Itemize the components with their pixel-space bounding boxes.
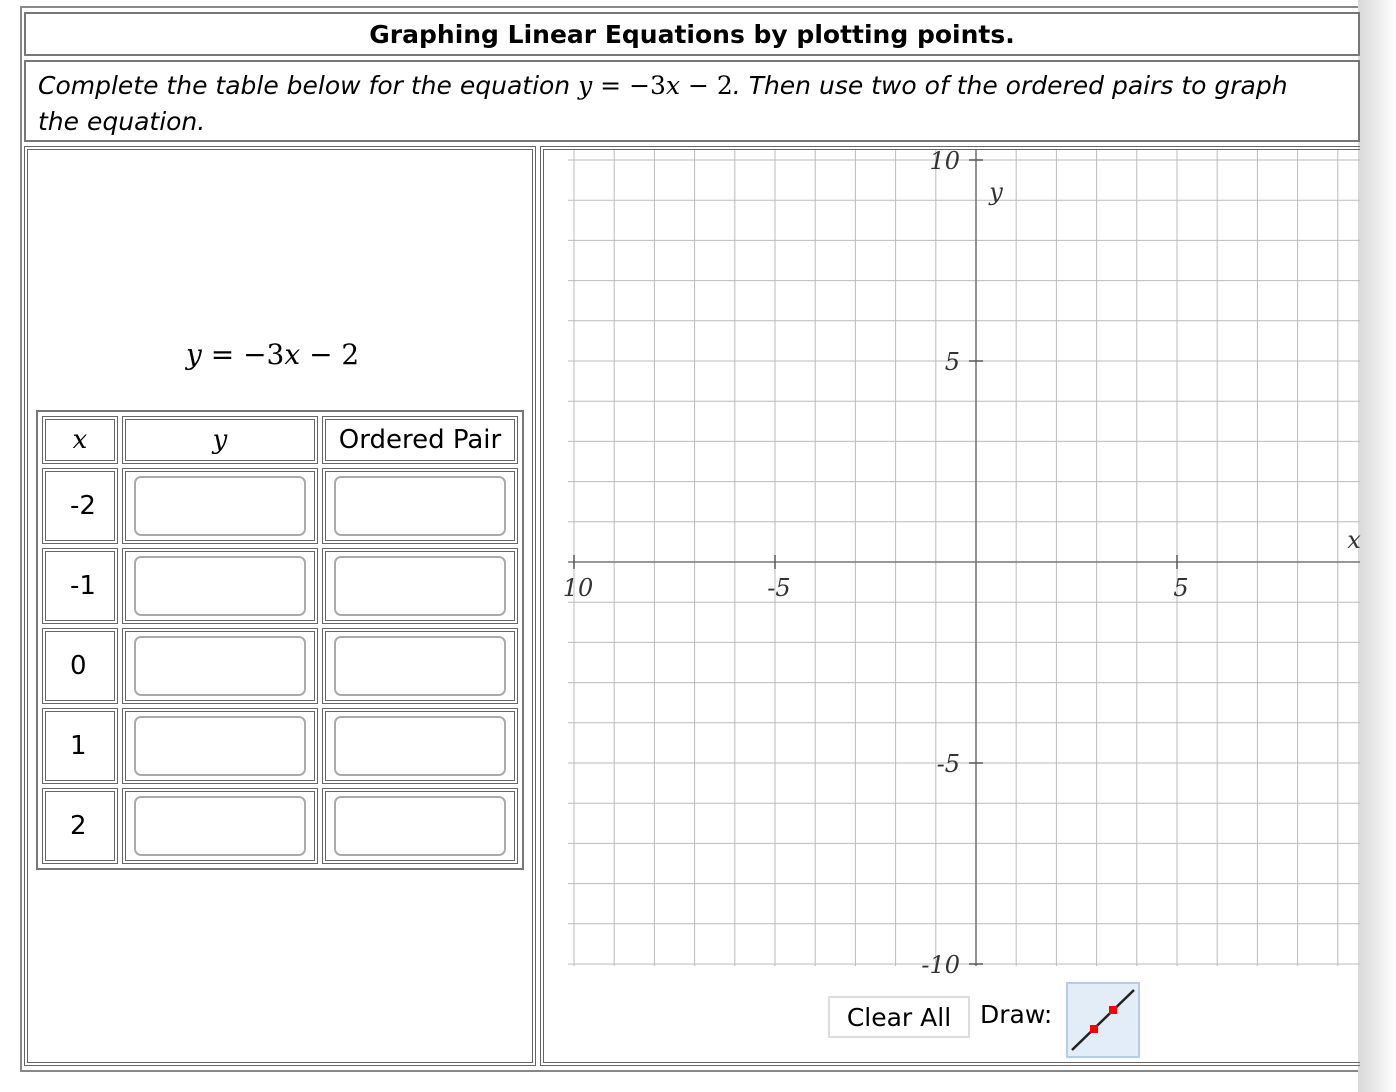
line-tool-button[interactable] [1066, 982, 1140, 1058]
table-header-y-text: y [212, 425, 228, 455]
clear-all-button[interactable] [828, 996, 970, 1038]
equation-x: x [284, 338, 301, 371]
table-header-ordered-pair-text: Ordered Pair [338, 425, 502, 455]
clear-all-label: Clear All [846, 1002, 952, 1032]
line-segment-icon [1068, 984, 1138, 1056]
draw-label [980, 1000, 1052, 1029]
instructions-math-eq: = −3 [592, 71, 666, 100]
draw-label-text: Draw: [980, 1000, 1053, 1029]
table-header-x-text: x [72, 425, 88, 455]
page-title-text: Graphing Linear Equations by plotting points. [369, 19, 1015, 49]
line-segment-icon-point-1 [1090, 1025, 1098, 1033]
table-row-5-x-value: 2 [70, 811, 87, 841]
y-tick-label: -5 [936, 750, 960, 778]
tick-labels [563, 147, 1362, 979]
x-axis-label: x [1347, 526, 1361, 554]
grid-lines [568, 150, 1360, 966]
table-row-2-x-value: -1 [70, 571, 96, 601]
x-tick-label: -5 [767, 574, 791, 602]
instructions-math-y: y [578, 71, 593, 100]
instructions-math-x: x [665, 71, 681, 100]
y-tick-label: 10 [929, 147, 960, 175]
instructions-line-2: the equation. [38, 107, 206, 136]
table-row-4-x-value: 1 [70, 731, 87, 761]
table-row-3-x-value: 0 [70, 651, 87, 681]
y-tick-label: 5 [944, 348, 960, 376]
x-tick-label: 5 [1173, 574, 1189, 602]
equation-y: y [186, 338, 202, 371]
equation-rest: − 2 [300, 338, 360, 371]
instructions-text-after: . Then use two of the ordered pairs to graph [732, 71, 1288, 100]
instructions-text-before: Complete the table below for the equation [38, 71, 579, 100]
y-tick-label: -10 [921, 951, 960, 979]
y-axis-label: y [989, 178, 1003, 206]
equation-middle: = −3 [201, 338, 285, 371]
line-segment-icon-line [1072, 990, 1134, 1050]
instructions-math-rest: − 2 [680, 71, 733, 100]
table-row-1-x-value: -2 [70, 491, 96, 521]
x-tick-label: 10 [562, 574, 594, 602]
line-segment-icon-point-2 [1109, 1006, 1117, 1014]
